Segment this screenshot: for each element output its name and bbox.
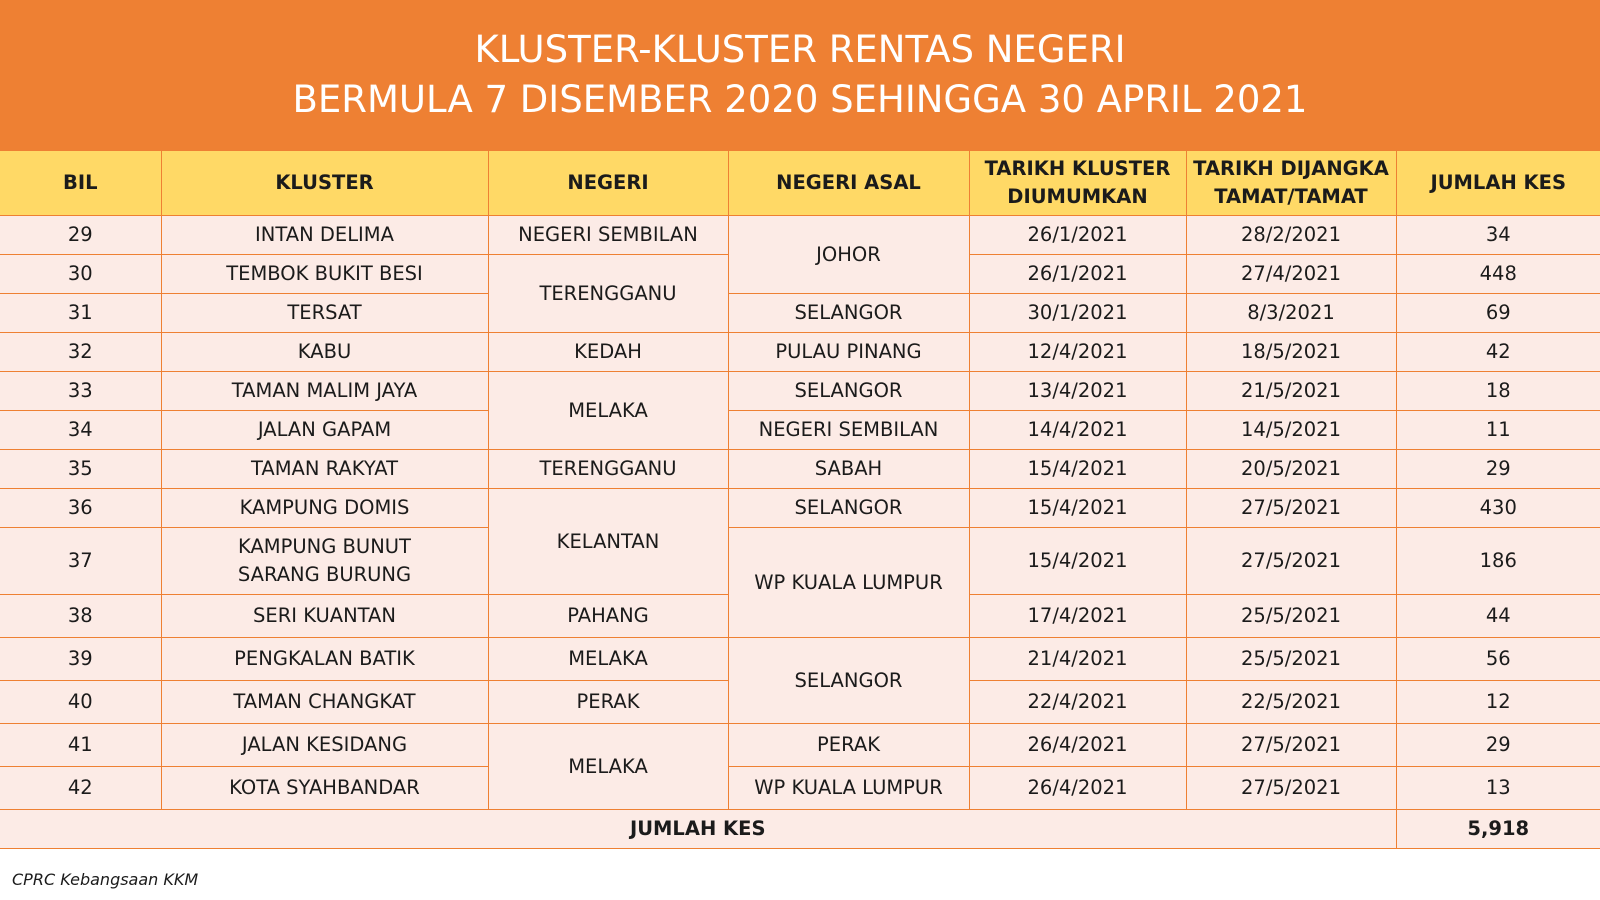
cell-bil: 39 bbox=[0, 638, 161, 681]
cell-negeri: KEDAH bbox=[488, 333, 728, 372]
cell-tamat: 22/5/2021 bbox=[1186, 681, 1396, 724]
cell-bil: 32 bbox=[0, 333, 161, 372]
cell-kes: 430 bbox=[1396, 489, 1600, 528]
cell-diumumkan: 21/4/2021 bbox=[969, 638, 1186, 681]
header-tarikh-diumumkan-line1: TARIKH KLUSTER bbox=[984, 157, 1171, 180]
cell-tamat: 21/5/2021 bbox=[1186, 372, 1396, 411]
cell-kes: 29 bbox=[1396, 724, 1600, 767]
source-credit: CPRC Kebangsaan KKM bbox=[12, 870, 199, 889]
cell-tamat: 27/5/2021 bbox=[1186, 528, 1396, 595]
table-row bbox=[0, 294, 1600, 333]
cell-bil: 29 bbox=[0, 216, 161, 255]
title-banner bbox=[0, 0, 1600, 151]
header-bil: BIL bbox=[0, 151, 161, 216]
header-negeri: NEGERI bbox=[488, 151, 728, 216]
table-row bbox=[0, 767, 1600, 810]
total-label: JUMLAH KES bbox=[0, 810, 1396, 849]
cell-negeri-asal: SELANGOR bbox=[728, 294, 969, 333]
cell-diumumkan: 17/4/2021 bbox=[969, 595, 1186, 638]
header-tarikh-diumumkan bbox=[969, 151, 1186, 216]
cell-bil: 30 bbox=[0, 255, 161, 294]
cell-tamat: 27/5/2021 bbox=[1186, 489, 1396, 528]
cell-negeri-asal: WP KUALA LUMPUR bbox=[728, 767, 969, 810]
cell-diumumkan: 22/4/2021 bbox=[969, 681, 1186, 724]
table-row bbox=[0, 372, 1600, 411]
cell-tamat: 25/5/2021 bbox=[1186, 638, 1396, 681]
cell-kes: 18 bbox=[1396, 372, 1600, 411]
cell-kluster: TEMBOK BUKIT BESI bbox=[161, 255, 488, 294]
cell-bil: 40 bbox=[0, 681, 161, 724]
cell-bil: 34 bbox=[0, 411, 161, 450]
cell-kes: 186 bbox=[1396, 528, 1600, 595]
cell-negeri-asal: SELANGOR bbox=[728, 638, 969, 724]
cell-diumumkan: 14/4/2021 bbox=[969, 411, 1186, 450]
cell-kes: 11 bbox=[1396, 411, 1600, 450]
header-tarikh-tamat-line2: TAMAT/TAMAT bbox=[1214, 185, 1368, 208]
header-tarikh-tamat-line1: TARIKH DIJANGKA bbox=[1193, 157, 1389, 180]
cell-kes: 29 bbox=[1396, 450, 1600, 489]
cell-kluster bbox=[161, 528, 488, 595]
cell-negeri-asal: SABAH bbox=[728, 450, 969, 489]
cell-diumumkan: 12/4/2021 bbox=[969, 333, 1186, 372]
cell-kluster: TAMAN RAKYAT bbox=[161, 450, 488, 489]
cell-kluster: KOTA SYAHBANDAR bbox=[161, 767, 488, 810]
cell-negeri-asal: WP KUALA LUMPUR bbox=[728, 528, 969, 638]
cell-negeri-asal: SELANGOR bbox=[728, 489, 969, 528]
cell-negeri: MELAKA bbox=[488, 638, 728, 681]
cell-negeri-asal: PULAU PINANG bbox=[728, 333, 969, 372]
cell-negeri: TERENGGANU bbox=[488, 450, 728, 489]
cell-diumumkan: 26/4/2021 bbox=[969, 724, 1186, 767]
cell-bil: 33 bbox=[0, 372, 161, 411]
cell-kes: 13 bbox=[1396, 767, 1600, 810]
cell-tamat: 28/2/2021 bbox=[1186, 216, 1396, 255]
cell-negeri: MELAKA bbox=[488, 724, 728, 810]
cell-kluster: TAMAN MALIM JAYA bbox=[161, 372, 488, 411]
cell-kluster-line2: SARANG BURUNG bbox=[237, 563, 412, 586]
cell-negeri: PERAK bbox=[488, 681, 728, 724]
cell-diumumkan: 15/4/2021 bbox=[969, 489, 1186, 528]
cell-diumumkan: 26/1/2021 bbox=[969, 216, 1186, 255]
cell-tamat: 25/5/2021 bbox=[1186, 595, 1396, 638]
cell-bil: 41 bbox=[0, 724, 161, 767]
title-line-1: KLUSTER-KLUSTER RENTAS NEGERI bbox=[474, 28, 1126, 71]
cell-diumumkan: 15/4/2021 bbox=[969, 528, 1186, 595]
header-kluster: KLUSTER bbox=[161, 151, 488, 216]
cell-kes: 12 bbox=[1396, 681, 1600, 724]
header-jumlah-kes: JUMLAH KES bbox=[1396, 151, 1600, 216]
cell-kes: 44 bbox=[1396, 595, 1600, 638]
cell-diumumkan: 13/4/2021 bbox=[969, 372, 1186, 411]
cell-bil: 37 bbox=[0, 528, 161, 595]
cell-kes: 42 bbox=[1396, 333, 1600, 372]
cell-kluster: SERI KUANTAN bbox=[161, 595, 488, 638]
cell-tamat: 20/5/2021 bbox=[1186, 450, 1396, 489]
cell-diumumkan: 15/4/2021 bbox=[969, 450, 1186, 489]
cell-kluster: KABU bbox=[161, 333, 488, 372]
table-row bbox=[0, 411, 1600, 450]
cell-negeri: PAHANG bbox=[488, 595, 728, 638]
header-tarikh-tamat bbox=[1186, 151, 1396, 216]
table-row bbox=[0, 489, 1600, 528]
cell-kes: 56 bbox=[1396, 638, 1600, 681]
cell-kluster: PENGKALAN BATIK bbox=[161, 638, 488, 681]
cell-negeri: MELAKA bbox=[488, 372, 728, 450]
cell-kluster: TERSAT bbox=[161, 294, 488, 333]
cell-kluster: TAMAN CHANGKAT bbox=[161, 681, 488, 724]
cell-tamat: 14/5/2021 bbox=[1186, 411, 1396, 450]
cell-kluster: KAMPUNG DOMIS bbox=[161, 489, 488, 528]
cell-tamat: 27/4/2021 bbox=[1186, 255, 1396, 294]
cell-diumumkan: 26/1/2021 bbox=[969, 255, 1186, 294]
cell-bil: 35 bbox=[0, 450, 161, 489]
cell-kes: 34 bbox=[1396, 216, 1600, 255]
cell-negeri-asal: PERAK bbox=[728, 724, 969, 767]
cell-diumumkan: 26/4/2021 bbox=[969, 767, 1186, 810]
header-negeri-asal: NEGERI ASAL bbox=[728, 151, 969, 216]
cell-kes: 448 bbox=[1396, 255, 1600, 294]
header-tarikh-diumumkan-line2: DIUMUMKAN bbox=[1007, 185, 1148, 208]
cell-kluster: JALAN KESIDANG bbox=[161, 724, 488, 767]
table-row bbox=[0, 450, 1600, 489]
cell-negeri-asal: SELANGOR bbox=[728, 372, 969, 411]
table-row bbox=[0, 216, 1600, 255]
total-value: 5,918 bbox=[1396, 810, 1600, 849]
cell-tamat: 18/5/2021 bbox=[1186, 333, 1396, 372]
cluster-table bbox=[0, 151, 1600, 849]
cell-bil: 38 bbox=[0, 595, 161, 638]
cell-tamat: 27/5/2021 bbox=[1186, 724, 1396, 767]
total-row bbox=[0, 810, 1600, 849]
cell-bil: 31 bbox=[0, 294, 161, 333]
cell-negeri: KELANTAN bbox=[488, 489, 728, 595]
cell-negeri-asal: JOHOR bbox=[728, 216, 969, 294]
cell-bil: 42 bbox=[0, 767, 161, 810]
cell-tamat: 8/3/2021 bbox=[1186, 294, 1396, 333]
table-row bbox=[0, 724, 1600, 767]
cell-kluster: INTAN DELIMA bbox=[161, 216, 488, 255]
table-row bbox=[0, 528, 1600, 595]
cell-kes: 69 bbox=[1396, 294, 1600, 333]
cell-negeri-asal: NEGERI SEMBILAN bbox=[728, 411, 969, 450]
table-row bbox=[0, 333, 1600, 372]
cell-negeri: NEGERI SEMBILAN bbox=[488, 216, 728, 255]
cell-negeri: TERENGGANU bbox=[488, 255, 728, 333]
title-line-2: BERMULA 7 DISEMBER 2020 SEHINGGA 30 APRIL 2021 bbox=[292, 78, 1308, 121]
cell-kluster: JALAN GAPAM bbox=[161, 411, 488, 450]
cell-diumumkan: 30/1/2021 bbox=[969, 294, 1186, 333]
header-row bbox=[0, 151, 1600, 216]
cell-tamat: 27/5/2021 bbox=[1186, 767, 1396, 810]
cell-bil: 36 bbox=[0, 489, 161, 528]
table-row bbox=[0, 638, 1600, 681]
cell-kluster-line1: KAMPUNG BUNUT bbox=[238, 535, 411, 558]
